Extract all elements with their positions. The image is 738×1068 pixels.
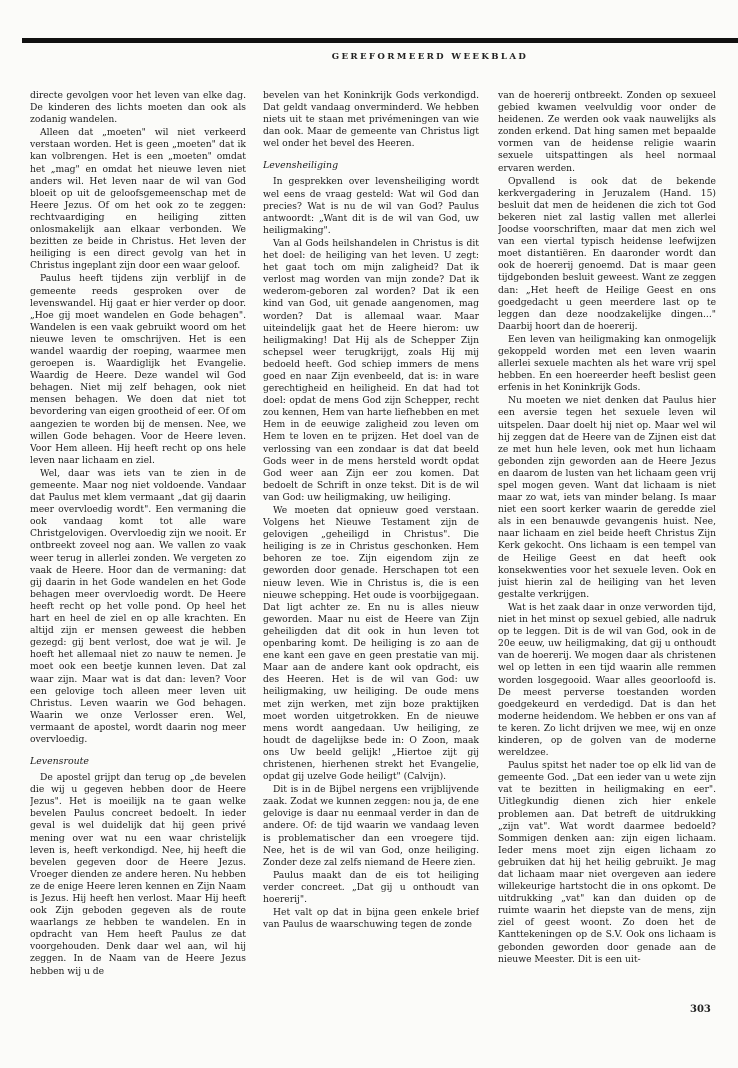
running-header: GEREFORMEERD WEEKBLAD <box>331 52 529 62</box>
column-1 <box>30 90 246 1020</box>
column-3 <box>498 90 716 1020</box>
column-2 <box>263 90 479 1020</box>
paragraph: Het valt op dat in bijna geen enkele brief van Paulus de waarschuwing tegen de zonde <box>263 907 479 931</box>
paragraph: We moeten dat opnieuw goed verstaan. Volgens het Nieuwe Testament zijn de gelovigen „geheiligd in Christus". Die heiliging is ze in Christus geschonken. Hem behoren ze toe. Zijn eigendom zijn ze geworden door genade. Herschapen tot een nieuw leven. Wie in Christus is, die is een nieuwe schepping. Het oude is voorbijgegaan. Dat ligt achter ze. En nu is alles nieuw geworden. Maar nu eist de Heere van Zijn geheiligden dat dit ook in hun leven tot openbaring komt. De heiliging is zo aan de ene kant een gave en geen prestatie van mij. Maar aan de andere kant ook opdracht, eis des Heeren. Het is de wil van God: uw heiligmaking, uw heiliging. De oude mens met zijn werken, met zijn boze praktijken moet worden uitgetrokken. En de nieuwe mens wordt aangedaan. Uw heiliging, ze houdt de dagelijkse bede in: O Zoon, maak ons Uw beeld gelijk! „Hiertoe zijt gij christenen, hierhenen strekt het Evangelie, opdat gij uzelve Gode heiligt" (Calvijn). <box>263 505 479 783</box>
paragraph: In gesprekken over levensheiliging wordt wel eens de vraag gesteld: Wat wil God dan precies? Wat is nu de wil van God? Paulus antwoordt: „Want dit is de wil van God, uw heiligmaking". <box>263 176 479 236</box>
paragraph: Nu moeten we niet denken dat Paulus hier een aversie tegen het sexuele leven wil uitspelen. Daar doelt hij niet op. Maar wel wil hij zeggen dat de Heere van de Zijnen eist dat ze met hun hele leven, ook met hun lichaam gebonden zijn geworden aan de Heere Jezus en daarom de lusten van het lichaam geen vrij spel mogen geven. Want dat lichaam is niet maar zo wat, iets van minder belang. Is maar niet een soort kerker waarin de geredde ziel als in een benauwde gevangenis huist. Nee, naar lichaam en ziel beide heeft Christus Zijn Kerk gekocht. Ons lichaam is een tempel van de Heilige Geest en dat heeft ook konsekwenties voor het sexuele leven. Ook en juist hierin zal de heiliging van het leven gestalte verkrijgen. <box>498 395 716 600</box>
paragraph: Wat is het zaak daar in onze verworden tijd, niet in het minst op sexuel gebied, alle nadruk op te leggen. Dit is de wil van God, ook in de 20e eeuw, uw heiligmaking, dat gij u onthoudt van de hoererij. We mogen daar als christenen wel op letten in een tijd waarin alle remmen worden losgegooid. Waar alles geoorloofd is. De meest perverse toestanden worden goedgekeurd en verdedigd. Dat is dan het moderne heidendom. We hebben er ons van af te keren. Zo licht drijven we mee, wij en onze kinderen, op de golven van de moderne wereldzee. <box>498 601 716 759</box>
header-rule <box>22 38 738 43</box>
paragraph: van de hoererij ontbreekt. Zonden op sexueel gebied kwamen veelvuldig voor onder de heidenen. Ze werden ook vaak nauwelijks als zonden erkend. Dat hing samen met bepaalde vormen van de heidense religie waarin sexuele uitspattingen als heel normaal ervaren werden. <box>498 90 716 174</box>
paragraph: Een leven van heiligmaking kan onmogelijk gekoppeld worden met een leven waarin allerlei sexuele machten als het ware vrij spel hebben. En een hoereerder heeft beslist geen erfenis in het Koninkrijk Gods. <box>498 333 716 394</box>
section-heading-levensroute: Levensroute <box>30 756 89 768</box>
paragraph: Paulus maakt dan de eis tot heiliging verder concreet. „Dat gij u onthoudt van hoererij". <box>263 869 479 905</box>
paragraph: De apostel grijpt dan terug op „de bevelen die wij u gegeven hebben door de Heere Jezus". Het is moeilijk na te gaan welke bevelen Paulus concreet bedoelt. In ieder geval is wel duidelijk dat hij geen privé mening over wat nu een waar christelijk leven is, heeft verkondigd. Nee, hij heeft die bevelen gegeven door de Heere Jezus. Vroeger dienden ze andere heren. Nu hebben ze de enige Heere leren kennen en Zijn Naam is Jezus. Hij heeft hen verlost. Maar Hij heeft ook Zijn geboden gegeven als de route waarlangs ze hebben te wandelen. En in opdracht van Hem heeft Paulus ze dat voorgehouden. Denk daar wel aan, wil hij zeggen. In de Naam van de Heere Jezus hebben wij u de <box>30 772 246 977</box>
paragraph: directe gevolgen voor het leven van elke dag. De kinderen des lichts moeten dan ook als zodanig wandelen. <box>30 90 246 126</box>
paragraph: Paulus heeft tijdens zijn verblijf in de gemeente reeds gesproken over de levenswandel. Hij gaat er hier verder op door. „Hoe gij moet wandelen en Gode behagen". Wandelen is een vaak gebruikt woord om het nieuwe leven te omschrijven. Het is een wandel waardig der roeping, waarmee men geroepen is. Waardiglijk het Evangelie. Waardig de Heere. Deze wandel wil God behagen. Niet mij zelf behagen, ook niet mensen behagen. We doen dat niet tot bevordering van eigen grootheid of eer. Of om aangezien te worden bij de mensen. Nee, we willen Gode behagen. Voor de Heere leven. Voor Hem alleen. Hij heeft recht op ons hele leven naar lichaam en ziel. <box>30 273 246 466</box>
paragraph: Opvallend is ook dat de bekende kerkvergadering in Jeruzalem (Hand. 15) besluit dat men de heidenen die zich tot God bekeren niet zal lastig vallen met allerlei Joodse voorschriften, maar dat men zich wel van een viertal typisch heidense leefwijzen moet distantiëren. En daaronder wordt dan ook de hoererij genoemd. Dat is maar geen tijdgebonden besluit geweest. Want ze zeggen dan: „Het heeft de Heilige Geest en ons goedgedacht u geen meerdere last op te leggen dan deze noodzakelijke dingen..." Daarbij hoort dan de hoererij. <box>498 175 716 332</box>
page-number: 303 <box>690 1004 711 1015</box>
paragraph: Alleen dat „moeten" wil niet verkeerd verstaan worden. Het is geen „moeten" dat ik kan volbrengen. Het is een „moeten" omdat het „mag" en omdat het nieuwe leven niet anders wil. Het leven naar de wil van God bloeit op uit de geloofsgemeenschap met de Heere Jezus. Of om het ook zo te zeggen: rechtvaardiging en heiliging zitten onlosmakelijk aan elkaar verbonden. We bezitten ze beide in Christus. Het leven der heiliging is een direct gevolg van het in Christus ingeplant zijn door een waar geloof. <box>30 127 246 272</box>
paragraph: Paulus spitst het nader toe op elk lid van de gemeente God. „Dat een ieder van u wete zijn vat te bezitten in heiligmaking en eer". Uitlegkundig dienen zich hier enkele problemen aan. Dat betreft de uitdrukking „zijn vat". Wat wordt daarmee bedoeld? Sommigen denken aan: zijn eigen lichaam. Ieder mens moet zijn eigen lichaam zo gebruiken dat hij het heilig gebruikt. Je mag dat lichaam maar niet overgeven aan iedere willekeurige hartstocht die in ons opkomt. De uitdrukking „vat" kan dan duiden op de ruimte waarin het diepste van de mens, zijn ziel of geest woont. Zo doen het de Kanttekeningen op de S.V. Ook ons lichaam is gebonden geworden door genade aan de nieuwe Meester. Dit is een uit- <box>498 760 716 965</box>
paragraph: bevelen van het Koninkrijk Gods verkondigd. Dat geldt vandaag onverminderd. We hebben niets uit te staan met privémeningen van wie dan ook. Maar de gemeente van Christus ligt wel onder het bevel des Heeren. <box>263 90 479 150</box>
paragraph: Wel, daar was iets van te zien in de gemeente. Maar nog niet voldoende. Vandaar dat Paulus met klem vermaant „dat gij daarin meer overvloedig wordt". Een vermaning die ook vandaag komt tot alle ware Christgelovigen. Overvloedig zijn we nooit. Er ontbreekt zoveel nog aan. We vallen zo vaak weer terug in allerlei zonden. We vergeten zo vaak de Heere. Hoor dan de vermaning: dat gij daarin in het Gode wandelen en het Gode behagen meer overvloedig wordt. De Heere heeft recht op het volle pond. Op heel het hart en heel de ziel en op alle krachten. En altijd zijn er mensen geweest die hebben gezegd: gij bent verlost, doe wat je wil. Je hoeft het allemaal niet zo nauw te nemen. Je moet ook een beetje kunnen leven. Dat zal waar zijn. Maar wat is dat dan: leven? Voor een gelovige toch alleen meer leven uit Christus. Leven waarin we God behagen. Waarin we onze Verlosser eren. Wel, vermaant de apostel, wordt daarin nog meer overvloedig. <box>30 467 246 745</box>
paragraph: Dit is in de Bijbel nergens een vrijblijvende zaak. Zodat we kunnen zeggen: nou ja, de ene gelovige is daar nu eenmaal verder in dan de andere. Of: de tijd waarin we vandaag leven is problematischer dan een vroegere tijd. Nee, het is de wil van God, onze heiliging. Zonder deze zal zelfs niemand de Heere zien. <box>263 784 479 868</box>
paragraph: Van al Gods heilshandelen in Christus is dit het doel: de heiliging van het leven. U zegt: het gaat toch om mijn zaligheid? Dat ik verlost mag worden van mijn zonde? Dat ik wederom-geboren zal worden? Dat ik een kind van God, uit genade aangenomen, mag worden? Dat is allemaal waar. Maar uiteindelijk gaat het de Heere hierom: uw heiligmaking! Dat Hij als de Schepper Zijn schepsel weer terugkrijgt, zoals Hij mij bedoeld heeft. God schiep immers de mens goed en naar Zijn evenbeeld, dat is: in ware gerechtigheid en heiligheid. En dat had tot doel: opdat de mens God zijn Schepper, recht zou kennen, Hem van harte liefhebben en met Hem in de eeuwige zaligheid zou leven om Hem te loven en te prijzen. Het doel van de verlossing van een zondaar is dat dat beeld Gods weer in de mens hersteld wordt opdat God weer aan Zijn eer zou komen. Dat bedoelt de Schrift in onze tekst. Dit is de wil van God: uw heiligmaking, uw heiliging. <box>263 237 479 503</box>
section-heading-levensheiliging: Levensheiliging <box>263 160 339 172</box>
